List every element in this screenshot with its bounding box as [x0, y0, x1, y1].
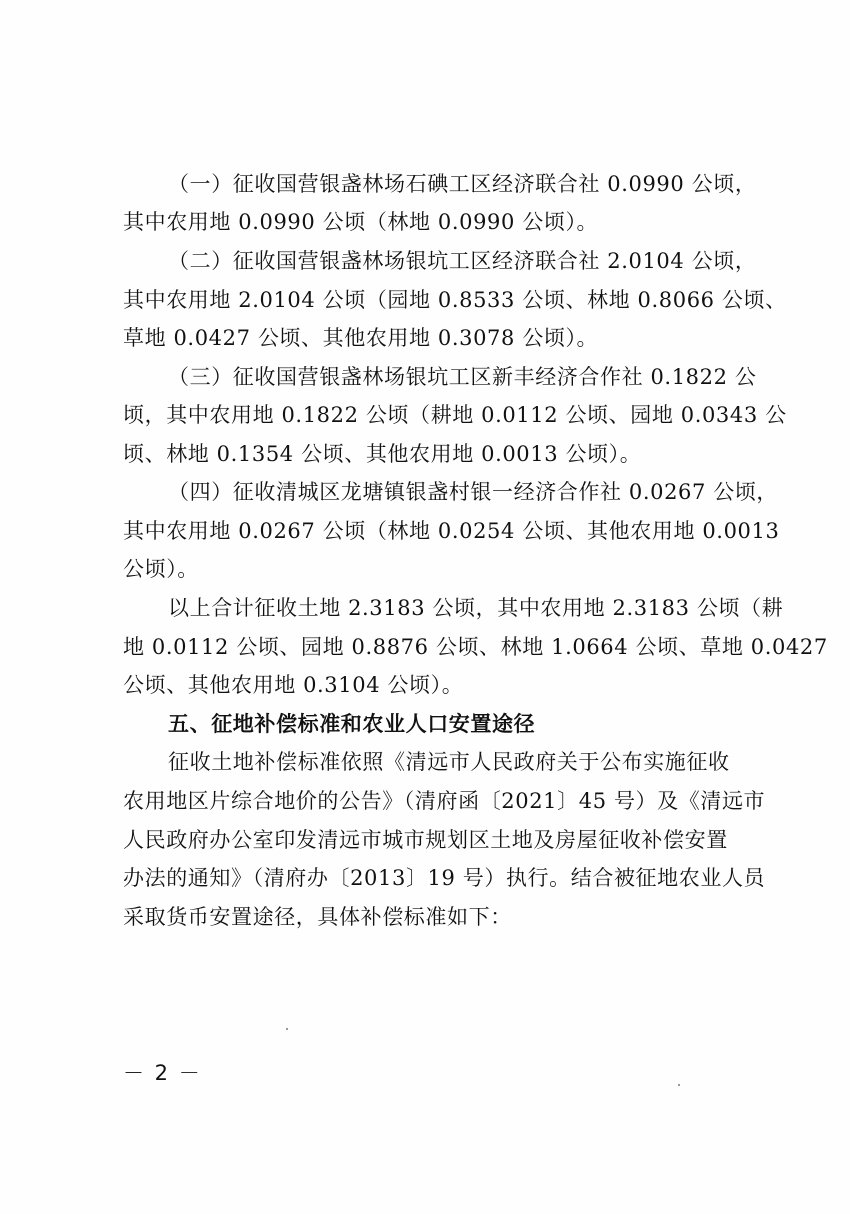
paragraph-item-3-line-1: （三）征收国营银盏林场银坑工区新丰经济合作社 0.1822 公 [168, 365, 757, 389]
paragraph-total-line-1: 以上合计征收土地 2.3183 公顷，其中农用地 2.3183 公顷（耕 [168, 596, 784, 620]
page-number: － 2 － [123, 1061, 202, 1085]
paragraph-item-2-line-2: 其中农用地 2.0104 公顷（园地 0.8533 公顷、林地 0.8066 公顷、 [123, 288, 787, 312]
compensation-line-5: 采取货币安置途径，具体补偿标准如下： [123, 905, 512, 929]
compensation-line-2: 农用地区片综合地价的公告》（清府函〔2021〕45 号）及《清远市 [123, 789, 766, 813]
compensation-line-4: 办法的通知》（清府办〔2013〕19 号）执行。结合被征地农业人员 [123, 866, 766, 890]
paragraph-item-2-line-3: 草地 0.0427 公顷、其他农用地 0.3078 公顷）。 [123, 326, 599, 350]
paragraph-item-3-line-2: 顷，其中农用地 0.1822 公顷（耕地 0.0112 公顷、园地 0.0343 公 [123, 403, 787, 427]
paragraph-item-4-line-1: （四）征收清城区龙塘镇银盏村银一经济合作社 0.0267 公顷， [168, 480, 779, 504]
paragraph-total-line-2: 地 0.0112 公顷、园地 0.8876 公顷、林地 1.0664 公顷、草地 0.0427 [123, 635, 828, 659]
paragraph-item-4-line-2: 其中农用地 0.0267 公顷（林地 0.0254 公顷、其他农用地 0.0013 [123, 519, 780, 543]
paragraph-item-1-line-1: （一）征收国营银盏林场石碘工区经济联合社 0.0990 公顷， [168, 172, 757, 196]
paragraph-item-3-line-3: 顷、林地 0.1354 公顷、其他农用地 0.0013 公顷）。 [123, 442, 642, 466]
compensation-line-3: 人民政府办公室印发清远市城市规划区土地及房屋征收补偿安置 [123, 828, 728, 852]
scan-speck [678, 1084, 680, 1086]
paragraph-item-1-line-2: 其中农用地 0.0990 公顷（林地 0.0990 公顷）。 [123, 210, 599, 234]
paragraph-total-line-3: 公顷、其他农用地 0.3104 公顷）。 [123, 673, 464, 697]
scan-speck [286, 1028, 288, 1030]
compensation-line-1: 征收土地补偿标准依照《清远市人民政府关于公布实施征收 [168, 750, 730, 774]
section-heading: 五、征地补偿标准和农业人口安置途径 [168, 712, 536, 736]
paragraph-item-2-line-1: （二）征收国营银盏林场银坑工区经济联合社 2.0104 公顷， [168, 249, 757, 273]
paragraph-item-4-line-3: 公顷）。 [123, 557, 199, 581]
